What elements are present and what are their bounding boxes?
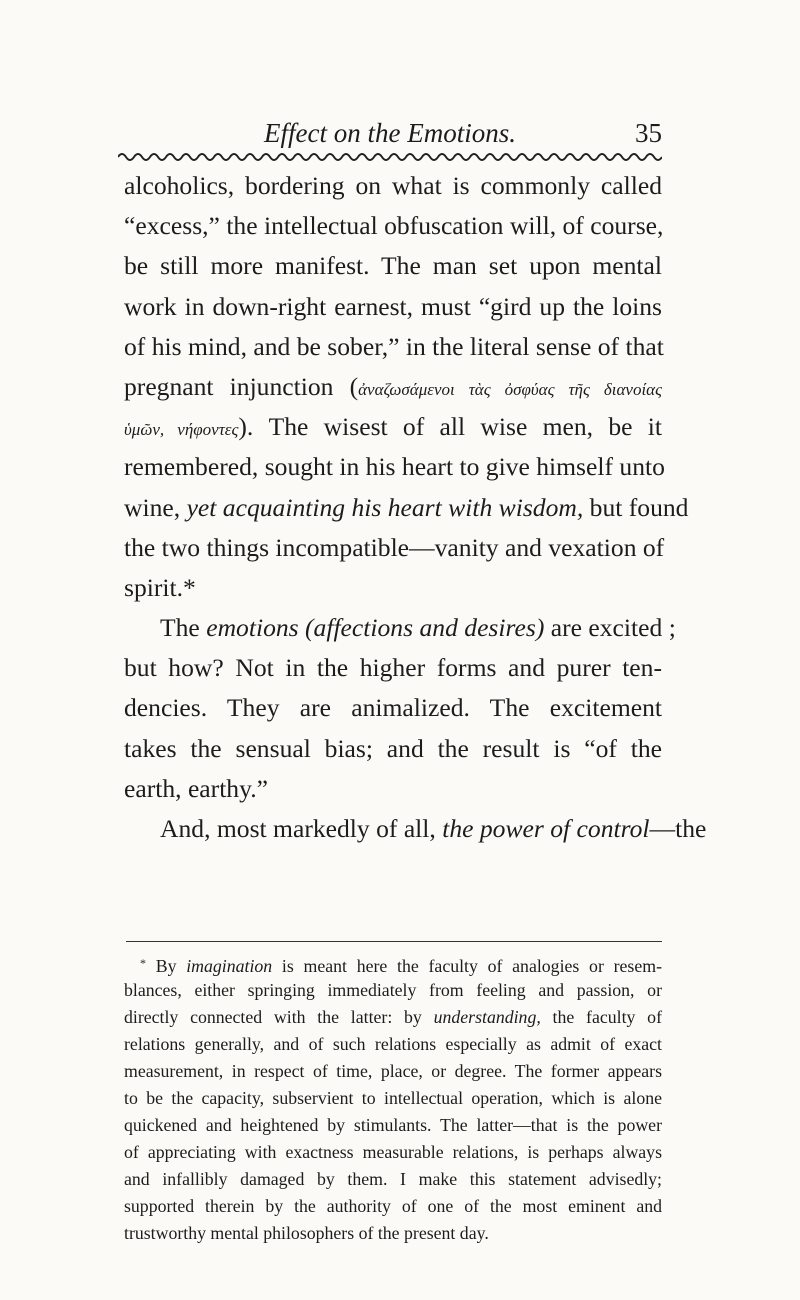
greek-quotation: ὑμῶν, νήφοντες [124,420,239,440]
text-run: The [160,613,207,643]
footnote-line: relations generally, and of such relations especially as admit of exact [124,1034,662,1054]
main-text [124,166,707,849]
italic-phrase: imagination [186,956,273,976]
text-line: of his mind, and be sober,” in the literal sense of that [124,331,664,361]
text-run: is meant here the faculty of analogies or resem- [272,956,662,976]
footnote-line: quickened and heightened by stimulants. The latter—that is the power [124,1115,662,1135]
text-run: —the [649,814,707,843]
text-run: directly connected with the latter: by [124,1007,434,1027]
footnote-mark: * [140,956,146,970]
text-line: dencies. They are animalized. The excitement [124,693,662,723]
footnote-line: to be the capacity, subservient to intellectual operation, which is alone [124,1088,662,1108]
text-line [124,809,707,849]
text-run: the faculty of [540,1007,662,1027]
text-line: but how? Not in the higher forms and purer ten- [124,653,662,683]
footnote-line: and infallibly damaged by them. I make this statement advisedly; [124,1169,662,1189]
text-run: By [146,956,187,976]
footnote-divider [126,941,662,942]
italic-phrase: emotions (affections [206,613,414,643]
text-run: but found [583,492,689,522]
text-line: remembered, sought in his heart to give himself unto [124,452,665,482]
italic-phrase: desires) [464,613,545,643]
text-line [124,608,676,648]
italic-phrase: the power of control [442,814,650,843]
footnote-line [124,1004,662,1031]
text-run: ). The wisest of all wise men, be it [238,412,662,442]
text-run: are excited ; [544,613,676,643]
italic-phrase: and [419,613,458,643]
text-line [124,407,662,447]
text-run: wine, [124,492,187,522]
footnote-line: measurement, in respect of time, place, or degree. The former appears [124,1061,662,1081]
running-title: Effect on the Emotions. [264,118,516,148]
ornamental-rule [118,150,662,164]
italic-phrase: yet acquainting his heart with wisdom, [186,492,584,522]
text-line: alcoholics, bordering on what is commonly called [124,171,662,200]
text-line: the two things incompatible—vanity and vexation of [124,532,665,562]
text-line: takes the sensual bias; and the result is “of the [124,733,662,763]
footnote-line: trustworthy mental philosophers of the present day. [124,1223,489,1243]
text-run: pregnant injunction ( [124,371,359,401]
footnote [124,950,662,1247]
text-line: work in down-right earnest, must “gird up the loins [124,291,662,321]
footnote-line: blances, either springing immediately from feeling and passion, or [124,980,662,1000]
italic-phrase: understanding, [433,1007,541,1027]
text-line: spirit.* [124,572,196,602]
text-line [124,367,662,407]
footnote-line: supported therein by the authority of one of the most eminent and [124,1196,662,1216]
text-run: And, most markedly of all, [160,814,443,843]
footnote-line: of appreciating with exactness measurable relations, is perhaps always [124,1142,662,1162]
greek-quotation: ἀναζωσάμενοι τὰς ὀσφύας τῆς διανοίας [358,379,662,399]
text-line: earth, earthy.” [124,773,268,803]
text-line [124,488,689,528]
wavy-line [118,154,662,160]
page-number: 35 [635,118,662,148]
text-line: be still more manifest. The man set upon mental [124,251,662,281]
footnote-line [124,950,662,977]
text-line: “excess,” the intellectual obfuscation will, of course, [124,211,664,241]
